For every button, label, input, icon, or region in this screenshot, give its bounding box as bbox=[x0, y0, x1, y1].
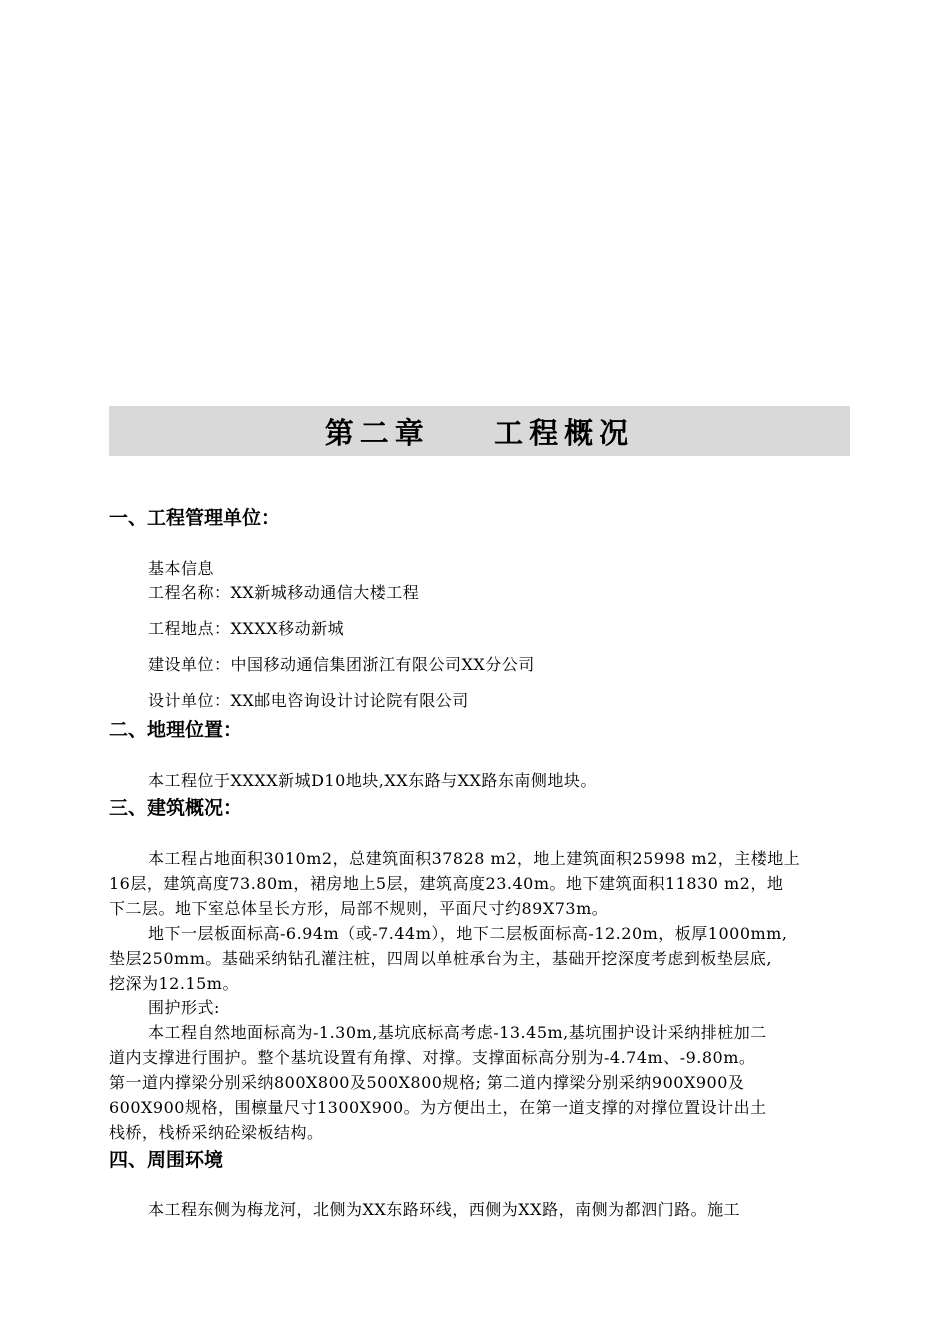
paragraph-line: 16层，建筑高度73.80m，裙房地上5层，建筑高度23.40m。地下建筑面积11830 m2，地 bbox=[109, 874, 784, 893]
builder: 建设单位：中国移动通信集团浙江有限公司XX分公司 bbox=[148, 655, 535, 674]
chapter-banner bbox=[109, 406, 850, 456]
section-heading-management: 一、工程管理单位： bbox=[109, 507, 281, 529]
chapter-title: 第二章 工程概况 bbox=[324, 415, 635, 450]
paragraph-line: 第一道内撑梁分别采纳800X800及500X800规格; 第二道内撑梁分别采纳900X900及 bbox=[109, 1073, 745, 1092]
paragraph-line: 挖深为12.15m。 bbox=[109, 974, 239, 993]
paragraph-line: 垫层250mm。基础采纳钻孔灌注桩，四周以单桩承台为主，基础开挖深度考虑到板垫层底, bbox=[109, 949, 772, 968]
paragraph-line: 本工程自然地面标高为-1.30m,基坑底标高考虑-13.45m,基坑围护设计采纳排桩加二 bbox=[148, 1023, 767, 1042]
paragraph-line: 下二层。地下室总体呈长方形，局部不规则，平面尺寸约89X73m。 bbox=[109, 899, 609, 918]
section-heading-location: 二、地理位置： bbox=[109, 719, 243, 741]
enclosure-label: 围护形式: bbox=[148, 998, 220, 1017]
location-text: 本工程位于XXXX新城D10地块,XX东路与XX路东南侧地块。 bbox=[148, 771, 597, 790]
project-name: 工程名称：XX新城移动通信大楼工程 bbox=[148, 583, 420, 602]
section-heading-building: 三、建筑概况： bbox=[109, 797, 243, 819]
paragraph-line: 道内支撑进行围护。整个基坑设置有角撑、对撑。支撑面标高分别为-4.74m、-9.80m。 bbox=[109, 1048, 756, 1067]
paragraph-line: 地下一层板面标高-6.94m（或-7.44m），地下二层板面标高-12.20m，板厚1000mm, bbox=[148, 924, 788, 943]
section-heading-environment: 四、周围环境 bbox=[109, 1149, 224, 1171]
project-location: 工程地点：XXXX移动新城 bbox=[148, 619, 345, 638]
paragraph-line: 本工程占地面积3010m2，总建筑面积37828 m2，地上建筑面积25998 m2，主楼地上 bbox=[148, 849, 801, 868]
designer: 设计单位：XX邮电咨询设计讨论院有限公司 bbox=[148, 691, 469, 710]
paragraph-line: 栈桥，栈桥采纳砼梁板结构。 bbox=[109, 1123, 324, 1142]
paragraph-line: 600X900规格，围檩量尺寸1300X900。为方便出土，在第一道支撑的对撑位置设计出土 bbox=[109, 1098, 767, 1117]
basic-info-label: 基本信息 bbox=[148, 559, 215, 578]
environment-text: 本工程东侧为梅龙河，北侧为XX东路环线，西侧为XX路，南侧为都泗门路。施工 bbox=[148, 1200, 741, 1219]
